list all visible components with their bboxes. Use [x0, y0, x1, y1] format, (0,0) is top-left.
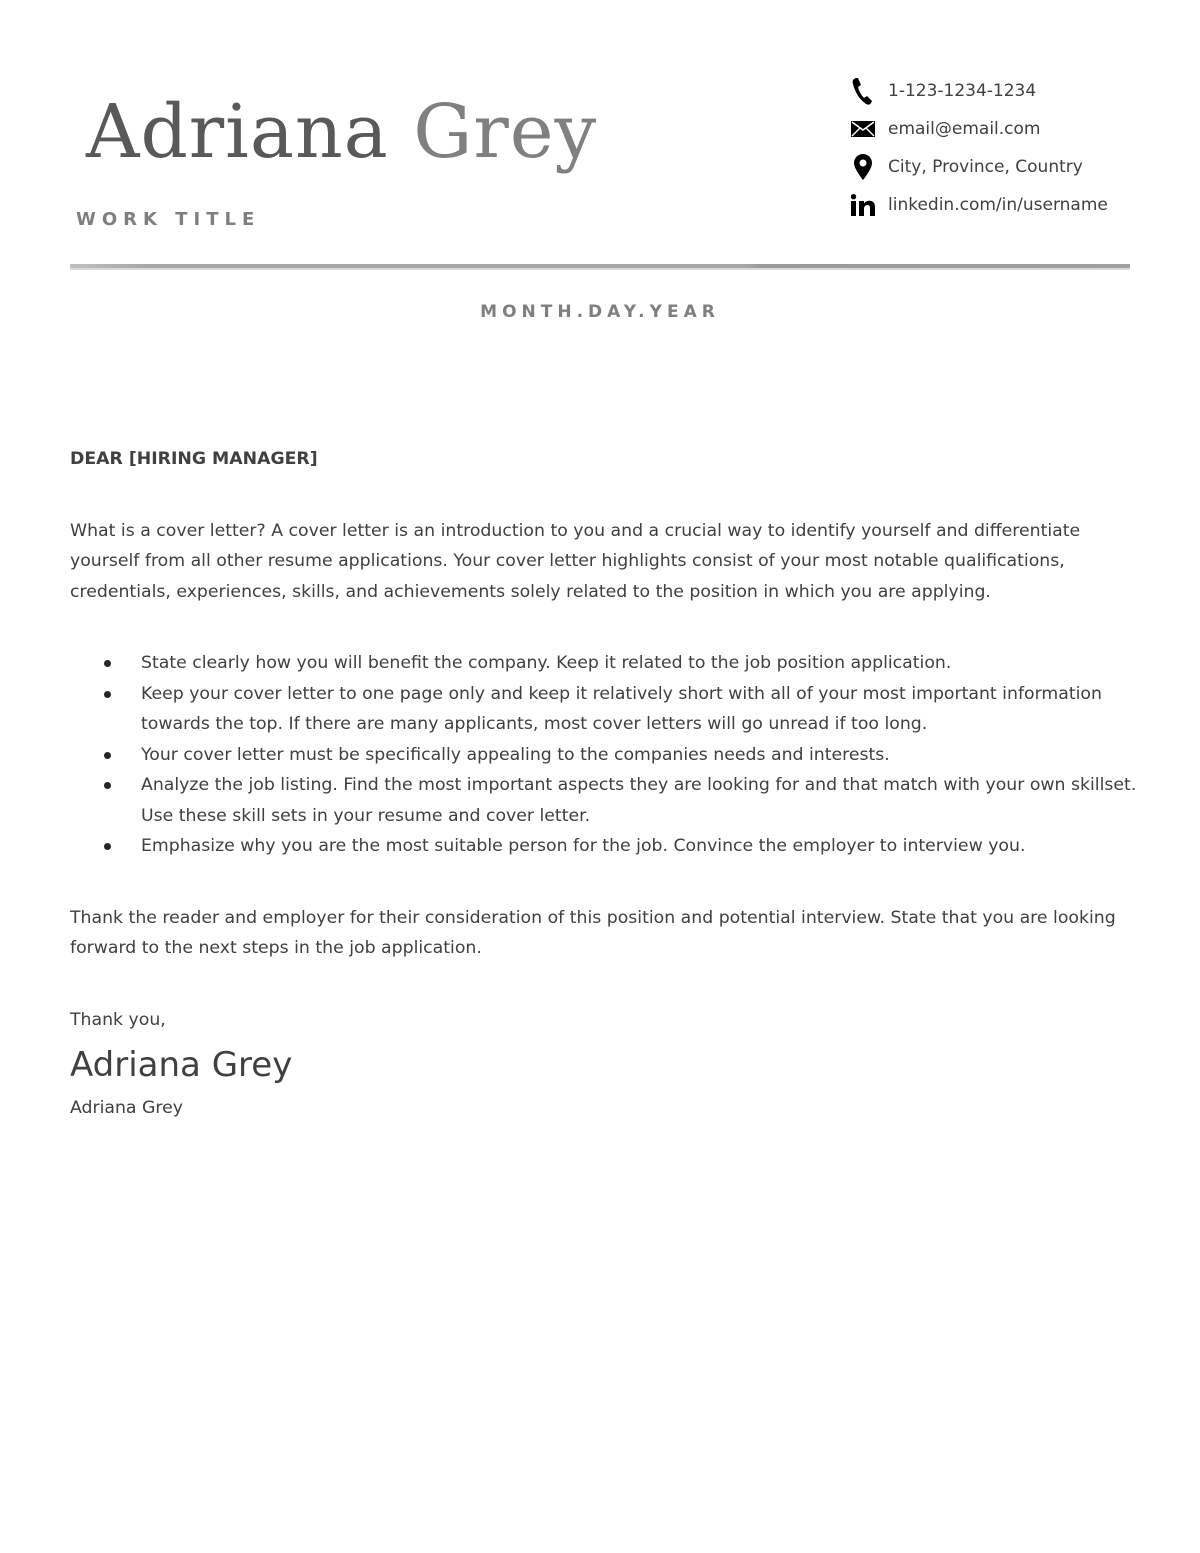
printed-name: Adriana Grey	[70, 1098, 183, 1118]
bullet-icon	[104, 782, 111, 789]
header-divider-shadow	[70, 268, 1130, 270]
list-item-text: Analyze the job listing. Find the most important aspects they are looking for and that match with your own skillset. Use these skill sets in your resume and cover letter.	[141, 775, 1137, 826]
last-name: Grey	[413, 89, 598, 175]
work-title: WORK TITLE	[76, 209, 261, 230]
letter-date: MONTH.DAY.YEAR	[480, 302, 720, 322]
closing-paragraph: Thank the reader and employer for their consideration of this position and potential interview. State that you are looking forward to the next steps in the job application.	[70, 907, 1116, 958]
contact-block	[850, 72, 1170, 224]
phone-icon	[850, 78, 876, 104]
applicant-name-heading	[86, 89, 598, 175]
list-item-text: Emphasize why you are the most suitable person for the job. Convince the employer to interview you.	[141, 836, 1026, 856]
list-item	[70, 831, 1140, 862]
linkedin-icon	[850, 192, 876, 218]
bullet-icon	[104, 660, 111, 667]
list-item	[70, 740, 1140, 771]
bullet-list	[70, 648, 1140, 862]
list-item	[70, 770, 1140, 831]
letter-body	[70, 444, 1140, 1124]
email-text: email@email.com	[888, 119, 1041, 139]
intro-paragraph: What is a cover letter? A cover letter is an introduction to you and a crucial way to identify yourself and differentiate yourself from all other resume applications. Your cover letter highlights consist of your most notable qualifications, credentials, experiences, skills, and achievements solely related to the position in which you are applying.	[70, 520, 1081, 602]
list-item	[70, 648, 1140, 679]
contact-email	[850, 110, 1170, 148]
location-text: City, Province, Country	[888, 157, 1083, 177]
bullet-icon	[104, 691, 111, 698]
list-item-text: Keep your cover letter to one page only and keep it relatively short with all of your most important information towards the top. If there are many applicants, most cover letters will go unread if too long.	[141, 683, 1102, 734]
first-name: Adriana	[86, 89, 389, 175]
salutation: DEAR [HIRING MANAGER]	[70, 449, 318, 469]
list-item-text: Your cover letter must be specifically appealing to the companies needs and interests.	[141, 744, 890, 765]
list-item-text: State clearly how you will benefit the company. Keep it related to the job position application.	[141, 653, 952, 673]
list-item	[70, 679, 1140, 740]
linkedin-text: linkedin.com/in/username	[888, 195, 1108, 215]
contact-phone	[850, 72, 1170, 110]
signature: Adriana Grey	[70, 1045, 293, 1085]
bullet-icon	[104, 843, 111, 850]
envelope-icon	[850, 116, 876, 142]
sign-off: Thank you,	[70, 1009, 166, 1030]
map-pin-icon	[850, 154, 876, 180]
bullet-icon	[104, 752, 111, 759]
contact-location	[850, 148, 1170, 186]
phone-text: 1-123-1234-1234	[888, 81, 1037, 101]
contact-linkedin	[850, 186, 1170, 224]
